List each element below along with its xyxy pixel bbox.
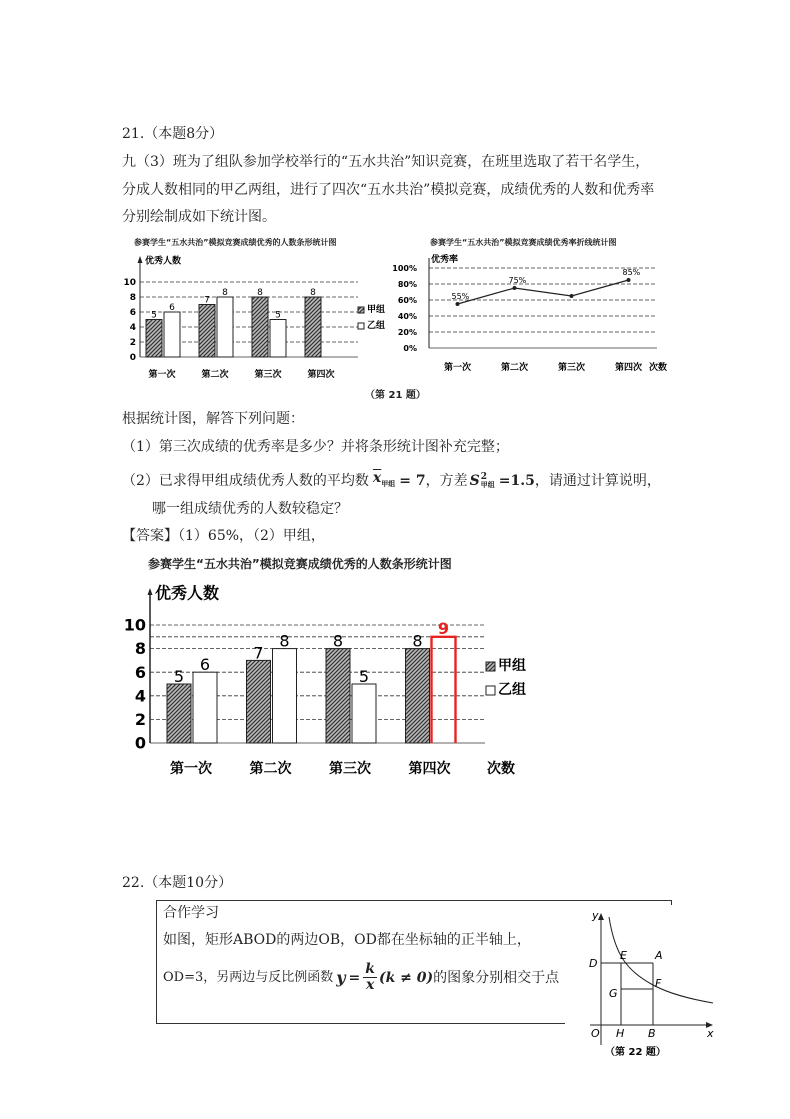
- sb-y-arrow: [138, 256, 143, 263]
- bb-bar-label: 6: [199, 655, 211, 675]
- q22-figure: [565, 905, 720, 1063]
- line-point: [456, 302, 460, 306]
- box-line2-suffix: 的图象分别相交于点: [433, 969, 560, 986]
- label-F: F: [655, 977, 662, 990]
- var-s: S: [469, 472, 480, 489]
- bb-bar-label: 7: [253, 643, 264, 663]
- box-line2: [163, 962, 559, 993]
- func-num: k: [365, 961, 375, 977]
- answer-text: （1）65%，（2）甲组，: [178, 528, 325, 544]
- sb-category: 第一次: [148, 370, 176, 380]
- sb-ylabel: 优秀人数: [145, 256, 182, 267]
- q21-intro-line3: 分别绘制成如下统计图。: [122, 209, 276, 225]
- q21-header: 21.（本题8分）: [122, 126, 224, 142]
- sb-category: 第三次: [254, 370, 282, 380]
- small-line-chart: [392, 250, 680, 390]
- q21-figure-caption: （第 21 题）: [365, 390, 426, 401]
- q21-sub2-line1: [122, 468, 661, 494]
- sb-bar-jia: [146, 320, 162, 358]
- variance-symbol: [470, 471, 495, 491]
- sb-bar-label: 6: [169, 303, 175, 313]
- sb-bar-yi: [270, 320, 286, 358]
- big-bar-chart: [118, 578, 538, 783]
- bb-bar-jia: [167, 684, 191, 743]
- line-ytick: 80%: [397, 280, 417, 289]
- sb-bar-yi: [164, 312, 180, 357]
- bb-legend-swatch: [486, 662, 495, 671]
- label-H: H: [616, 1027, 625, 1040]
- sb-category: 第二次: [201, 370, 229, 380]
- q21-sub2-mid: ，方差: [425, 472, 468, 489]
- bb-bar-label: 5: [358, 667, 370, 686]
- bb-xlabel: 次数: [487, 761, 515, 777]
- q21-intro-line2: 分成人数相同的甲乙两组，进行了四次“五水共治”模拟竞赛，成绩优秀的人数和优秀率: [122, 182, 655, 198]
- bb-bar-jia: [247, 660, 271, 743]
- bb-ytick: 8: [134, 639, 146, 659]
- line-point: [570, 294, 574, 298]
- bb-category: 第二次: [249, 761, 292, 777]
- figure-caption: （第 22 题）: [605, 1047, 666, 1058]
- variance-value: =1.5: [498, 472, 535, 489]
- sb-bar-label: 8: [257, 288, 263, 298]
- bb-legend-label: 甲组: [498, 658, 526, 674]
- func-fraction: [363, 962, 377, 993]
- sb-category: 第四次: [307, 370, 335, 380]
- mean-sub: 甲组: [381, 478, 396, 488]
- bb-bar-label: 5: [173, 667, 185, 686]
- q21-sub2-prefix: （2）已求得甲组成绩优秀人数的平均数: [122, 472, 369, 489]
- func-cond: (k ≠ 0): [378, 969, 434, 986]
- bb-bar-yi: [432, 637, 456, 743]
- small-bar-chart: [118, 250, 386, 390]
- box-line2-prefix: OD=3，另两边与反比例函数: [163, 969, 334, 985]
- line-ylabel: 优秀率: [431, 255, 459, 265]
- bb-bar-label: 8: [332, 631, 344, 651]
- bb-bar-jia: [406, 649, 430, 743]
- label-G: G: [609, 987, 618, 1000]
- bb-bar-jia: [326, 649, 350, 743]
- line-ytick: 20%: [397, 328, 417, 337]
- mean-value: = 7: [399, 472, 426, 489]
- small-line-title: 参赛学生“五水共治”模拟竞赛成绩优秀率折线统计图: [430, 238, 617, 247]
- sb-bar-label: 8: [310, 288, 316, 298]
- answer-label: 【答案】: [122, 528, 178, 544]
- func-den: x: [365, 977, 375, 993]
- sb-bar-yi: [217, 297, 233, 357]
- mean-symbol: [373, 468, 395, 494]
- line-ytick: 0%: [403, 344, 417, 353]
- label-O: O: [591, 1027, 600, 1040]
- label-E: E: [620, 949, 627, 962]
- bb-ytick: 6: [134, 662, 146, 682]
- bb-legend-label: 乙组: [498, 682, 526, 698]
- line-ytick: 40%: [397, 312, 417, 321]
- sb-legend-label: 甲组: [367, 305, 386, 315]
- line-category: 第一次: [443, 363, 472, 373]
- bb-ylabel: 优秀人数: [155, 583, 220, 603]
- sb-legend-label: 乙组: [367, 321, 386, 331]
- mean-x: $\overline{x}$: [372, 470, 382, 486]
- sb-bar-jia: [199, 305, 215, 358]
- q21-sub2-suffix: ，请通过计算说明，: [534, 472, 661, 489]
- bb-bar-yi: [273, 649, 297, 743]
- label-D: D: [589, 957, 598, 970]
- q21-instruction: 根据统计图，解答下列问题：: [122, 411, 304, 427]
- sb-ytick: 0: [129, 353, 136, 364]
- q21-sub2-line2: 哪一组成绩优秀的人数较稳定？: [152, 501, 348, 517]
- q21-intro-line1: 九（3）班为了组队参加学校举行的“五水共治”知识竞赛，在班里选取了若干名学生，: [122, 154, 650, 170]
- q22-header: 22.（本题10分）: [122, 875, 233, 891]
- line-point-label: 85%: [622, 268, 641, 277]
- label-y: y: [592, 909, 599, 922]
- sb-bar-label: 8: [222, 288, 228, 298]
- line-point: [627, 278, 631, 282]
- bb-bar-label: 9: [437, 618, 450, 638]
- func-eq: =: [348, 969, 361, 986]
- q21-sub1: （1）第三次成绩的优秀率是多少？并将条形统计图补充完整；: [122, 439, 509, 455]
- bb-ytick: 4: [134, 686, 146, 706]
- figure-bg: [565, 905, 720, 1063]
- bb-y-arrow: [148, 588, 153, 595]
- bb-bar-yi: [352, 684, 376, 743]
- line-category: 第三次: [557, 363, 586, 373]
- bb-category: 第四次: [408, 761, 451, 777]
- func-y: y: [336, 967, 346, 987]
- bb-ytick: 10: [123, 615, 146, 635]
- sb-bar-label: 7: [204, 295, 210, 306]
- bb-bar-label: 8: [279, 631, 290, 651]
- sb-ytick: 2: [129, 338, 136, 349]
- line-point: [513, 286, 517, 290]
- bb-category: 第一次: [170, 761, 212, 777]
- sb-bar-label: 5: [275, 310, 281, 321]
- line-point-label: 75%: [508, 276, 527, 285]
- label-A: A: [655, 949, 663, 962]
- sb-legend-swatch: [358, 323, 364, 329]
- bb-ytick: 2: [134, 710, 146, 729]
- bb-ytick: 0: [134, 733, 146, 753]
- bb-bar-label: 8: [412, 631, 423, 651]
- small-bar-title: 参赛学生“五水共治”模拟竞赛成绩优秀的人数条形统计图: [134, 238, 337, 247]
- label-B: B: [648, 1027, 656, 1040]
- sb-ytick: 10: [123, 278, 136, 289]
- sb-bar-jia: [305, 297, 321, 357]
- q21-answer: [122, 526, 325, 546]
- var-sup: 2: [480, 471, 488, 482]
- line-category: 第四次: [614, 363, 643, 373]
- box-title: 合作学习: [163, 905, 219, 921]
- bb-legend-swatch: [486, 686, 495, 695]
- bb-category: 第三次: [329, 761, 371, 777]
- line-category: 第二次: [500, 363, 529, 373]
- line-ytick: 100%: [392, 264, 417, 273]
- sb-legend-swatch: [358, 307, 364, 313]
- sb-ytick: 4: [129, 323, 136, 334]
- sb-ytick: 8: [129, 293, 136, 304]
- box-line1: 如图，矩形ABOD的两边OB，OD都在坐标轴的正半轴上，: [163, 932, 531, 948]
- line-point-label: 55%: [451, 292, 470, 301]
- sb-bar-label: 5: [151, 310, 157, 321]
- bb-bar-yi: [193, 672, 217, 743]
- label-x: x: [707, 1027, 714, 1040]
- line-ytick: 60%: [397, 296, 417, 305]
- var-sub: 甲组: [480, 479, 495, 489]
- big-bar-title: 参赛学生“五水共治”模拟竞赛成绩优秀的人数条形统计图: [148, 557, 452, 571]
- sb-ytick: 6: [129, 308, 136, 319]
- sb-bar-jia: [252, 297, 268, 357]
- line-xlabel: 次数: [649, 363, 668, 373]
